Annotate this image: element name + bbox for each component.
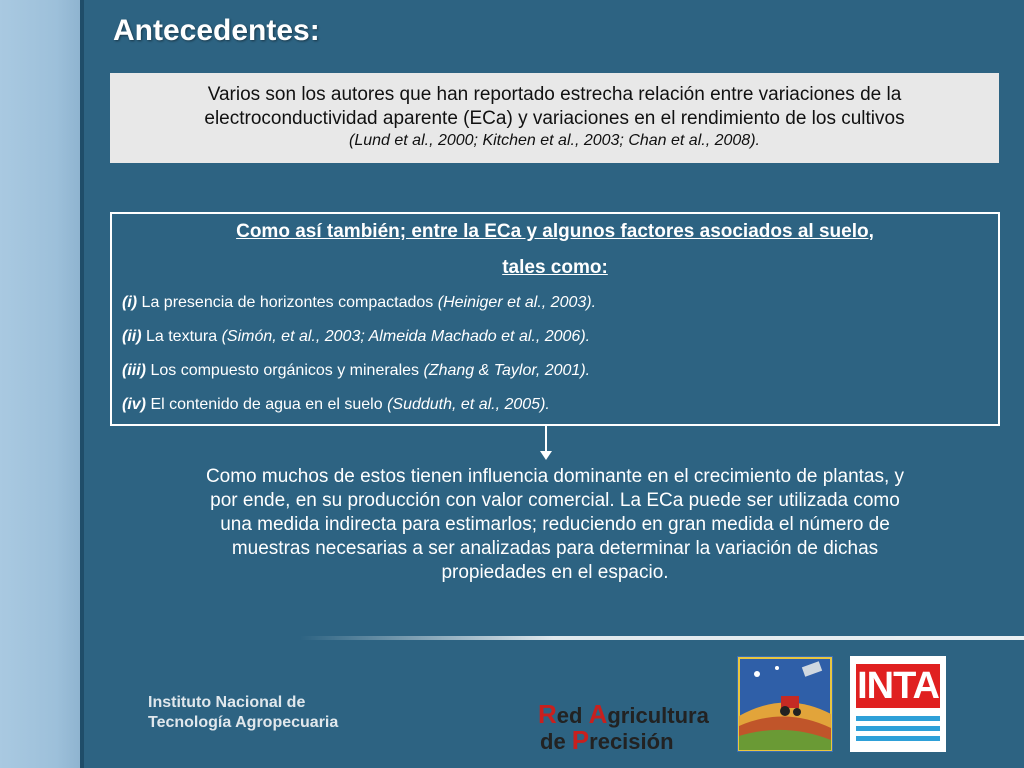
inta-logo-stripe-2 [856, 726, 940, 731]
institute-line-1: Instituto Nacional de [148, 694, 306, 711]
red-logo-cap-a: A [588, 699, 608, 729]
institute-line-2: Tecnología Agropecuaria [148, 714, 339, 731]
factors-heading-line-1: Como así también; entre la ECa y algunos factores asociados al suelo, [236, 221, 874, 242]
inta-logo [850, 656, 946, 752]
factor-number: (iv) [122, 396, 146, 413]
red-logo-text-2: gricultura [607, 703, 709, 728]
conclusion-line-5: propiedades en el espacio. [441, 562, 669, 583]
factor-text: Los compuesto orgánicos y minerales [146, 362, 424, 379]
inta-logo-stripe-1 [856, 716, 940, 721]
down-arrow-icon [540, 451, 552, 460]
quote-box [110, 73, 999, 163]
conclusion-line-3: una medida indirecta para estimarlos; reduciendo en gran medida el número de [220, 514, 890, 535]
down-arrow-shaft [545, 426, 547, 452]
factor-number: (iii) [122, 362, 146, 379]
inta-logo-stripe-3 [856, 736, 940, 741]
left-decorative-strip [0, 0, 80, 768]
factor-item [122, 320, 988, 354]
factor-reference: (Zhang & Taylor, 2001). [423, 362, 591, 379]
factor-reference: (Simón, et al., 2003; Almeida Machado et al., 2006). [221, 328, 591, 345]
quote-line-2: electroconductividad aparente (ECa) y variaciones en el rendimiento de los cultivos [204, 108, 905, 129]
conclusion-line-2: por ende, en su producción con valor comercial. La ECa puede ser utilizada como [210, 490, 900, 511]
red-logo-cap-p: P [571, 725, 590, 755]
red-logo-line-2 [538, 725, 709, 755]
factor-reference: (Heiniger et al., 2003). [437, 294, 597, 311]
precision-agriculture-logo-icon [737, 656, 833, 752]
conclusion-line-1: Como muchos de estos tienen influencia dominante en el crecimiento de plantas, y [205, 466, 905, 487]
conclusion-line-4: muestras necesarias a ser analizadas para determinar la variación de dichas [231, 538, 879, 559]
factor-reference: (Sudduth, et al., 2005). [387, 396, 550, 413]
factors-box [110, 212, 1000, 426]
institute-name [148, 693, 338, 733]
red-logo-cap-r: R [538, 699, 557, 729]
slide-title: Antecedentes: [113, 14, 320, 47]
red-logo-line-1 [538, 699, 709, 729]
factor-text: La presencia de horizontes compactados [137, 294, 438, 311]
factor-item [122, 388, 988, 422]
factor-number: (ii) [122, 328, 142, 345]
quote-citation: (Lund et al., 2000; Kitchen et al., 2003; Chan et al., 2008). [349, 132, 760, 149]
red-logo-text-3: de [540, 729, 572, 754]
red-agricultura-logo [538, 699, 709, 755]
inta-logo-text: INTA [857, 665, 939, 707]
factor-item [122, 286, 988, 320]
red-logo-text-4: recisión [589, 729, 674, 754]
quote-line-1: Varios son los autores que han reportado estrecha relación entre variaciones de la [207, 84, 902, 105]
factor-item [122, 354, 988, 388]
factor-text: La textura [141, 328, 222, 345]
factor-text: El contenido de agua en el suelo [146, 396, 388, 413]
conclusion-paragraph [125, 465, 985, 585]
factors-heading [122, 214, 988, 286]
footer-divider [300, 636, 1024, 640]
left-strip-edge [80, 0, 84, 768]
factors-heading-line-2: tales como: [502, 257, 608, 278]
factor-number: (i) [122, 294, 138, 311]
red-logo-text-1: ed [556, 703, 589, 728]
